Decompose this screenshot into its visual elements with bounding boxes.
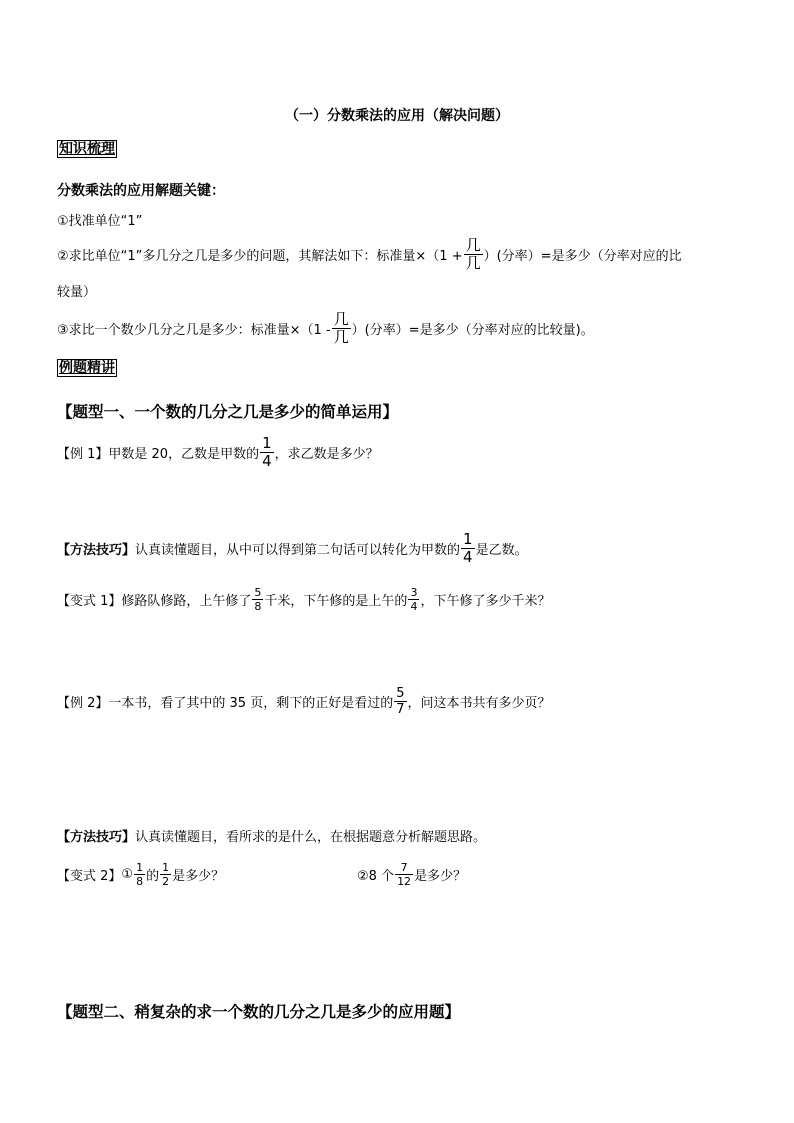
variant-2-q1-fraction-1-denominator: 8 [136,874,144,888]
knowledge-point-1: ①找准单位“1” [57,214,143,229]
page-title: （一）分数乘法的应用（解决问题） [285,108,509,124]
example-2-fraction-denominator: 7 [396,701,405,717]
example-1-fraction-numerator: 1 [262,433,272,452]
variant-1-fraction-1-denominator: 8 [254,599,262,613]
point2-text-after: ）(分率）=是多少（分率对应的比 [483,248,682,264]
example-2-fraction [394,687,406,716]
knowledge-subheading: 分数乘法的应用解题关键： [57,183,225,199]
example-1-fraction-denominator: 4 [262,451,272,470]
variant-1-fraction-2 [408,587,419,612]
method-tip-1-text-before: 认真读懂题目，从中可以得到第二句话可以转化为甲数的 [135,542,461,558]
variant-1-fraction-2-denominator: 4 [410,599,418,613]
example-1 [57,433,379,471]
knowledge-point-2 [57,236,682,272]
variant-1-fraction-2-numerator: 3 [410,585,418,599]
variant-2-q1-fraction-1-numerator: 1 [136,860,144,874]
variant-2-q2-fraction-numerator: 7 [400,860,408,874]
variant-1 [57,583,550,615]
variant-2-q1-fraction-1 [134,862,145,887]
example-2-fraction-numerator: 5 [396,685,405,701]
variant-2-q1-fraction-2 [160,862,171,887]
point3-fraction [332,309,351,346]
example-1-text-after: ，求乙数是多少？ [274,446,379,462]
knowledge-point-3 [57,310,594,346]
variant-2-q1-middle: 的 [146,868,160,884]
example-1-fraction [260,433,274,470]
point3-text-after: ）(分率）=是多少（分率对应的比较量)。 [351,322,594,338]
section-heading-examples [57,359,117,377]
knowledge-heading: 知识梳理 [59,141,115,157]
variant-2-q1-after: 是多少？ [172,868,225,884]
variant-2-label: 【变式 2】 [57,868,122,884]
example-2-label: 【例 2】 [57,695,109,711]
method-tip-1-fraction [461,529,475,566]
variant-2-q1-prefix: ① [121,866,134,882]
point3-fraction-numerator: 几 [333,309,349,328]
variant-1-fraction-1 [252,587,263,612]
example-2 [57,682,551,720]
variant-2 [57,857,224,891]
section-heading-knowledge [57,140,117,158]
variant-2-q2-fraction-denominator: 12 [397,874,412,888]
variant-2-q2-prefix: ②8 个 [357,868,395,884]
method-tip-1 [57,529,528,567]
method-tip-2-label: 【方法技巧】 [57,830,136,845]
example-1-text-before: 甲数是 20，乙数是甲数的 [108,446,260,462]
examples-heading: 例题精讲 [59,360,115,376]
variant-1-text-after: ，下午修了多少千米？ [420,593,551,609]
point2-fraction-denominator: 几 [465,253,481,272]
example-1-label: 【例 1】 [57,446,109,462]
question-type-1-heading: 【题型一、一个数的几分之几是多少的简单运用】 [57,403,399,421]
knowledge-point-2-continuation: 较量） [57,285,97,300]
method-tip-2-text: 认真读懂题目，看所求的是什么，在根据题意分析解题思路。 [135,830,487,845]
variant-2-question-2 [357,857,466,891]
variant-1-label: 【变式 1】 [57,593,122,609]
method-tip-1-label: 【方法技巧】 [57,542,136,558]
variant-2-q2-after: 是多少？ [414,868,467,884]
point3-text-before: ③求比一个数少几分之几是多少：标准量×（1 - [57,322,331,338]
point2-fraction [464,235,483,272]
point3-fraction-denominator: 几 [333,327,349,346]
method-tip-1-fraction-numerator: 1 [463,529,473,548]
point2-fraction-numerator: 几 [465,235,481,254]
variant-2-q1-fraction-2-numerator: 1 [162,860,170,874]
example-2-text-after: ，问这本书共有多少页？ [407,695,551,711]
variant-2-q2-fraction [395,862,413,887]
variant-1-text-middle: 千米，下午修的是上午的 [264,593,408,609]
method-tip-1-fraction-denominator: 4 [463,547,473,566]
variant-1-fraction-1-numerator: 5 [254,585,262,599]
variant-2-q1-fraction-2-denominator: 2 [162,874,170,888]
variant-1-text-before: 修路队修路，上午修了 [121,593,252,609]
method-tip-1-text-after: 是乙数。 [475,542,528,558]
method-tip-2 [57,826,486,845]
point2-text-before: ②求比单位“1”多几分之几是多少的问题，其解法如下：标准量×（1 + [57,248,463,264]
question-type-2-heading: 【题型二、稍复杂的求一个数的几分之几是多少的应用题】 [57,1003,461,1021]
example-2-text-before: 一本书，看了其中的 35 页，剩下的正好是看过的 [108,695,394,711]
